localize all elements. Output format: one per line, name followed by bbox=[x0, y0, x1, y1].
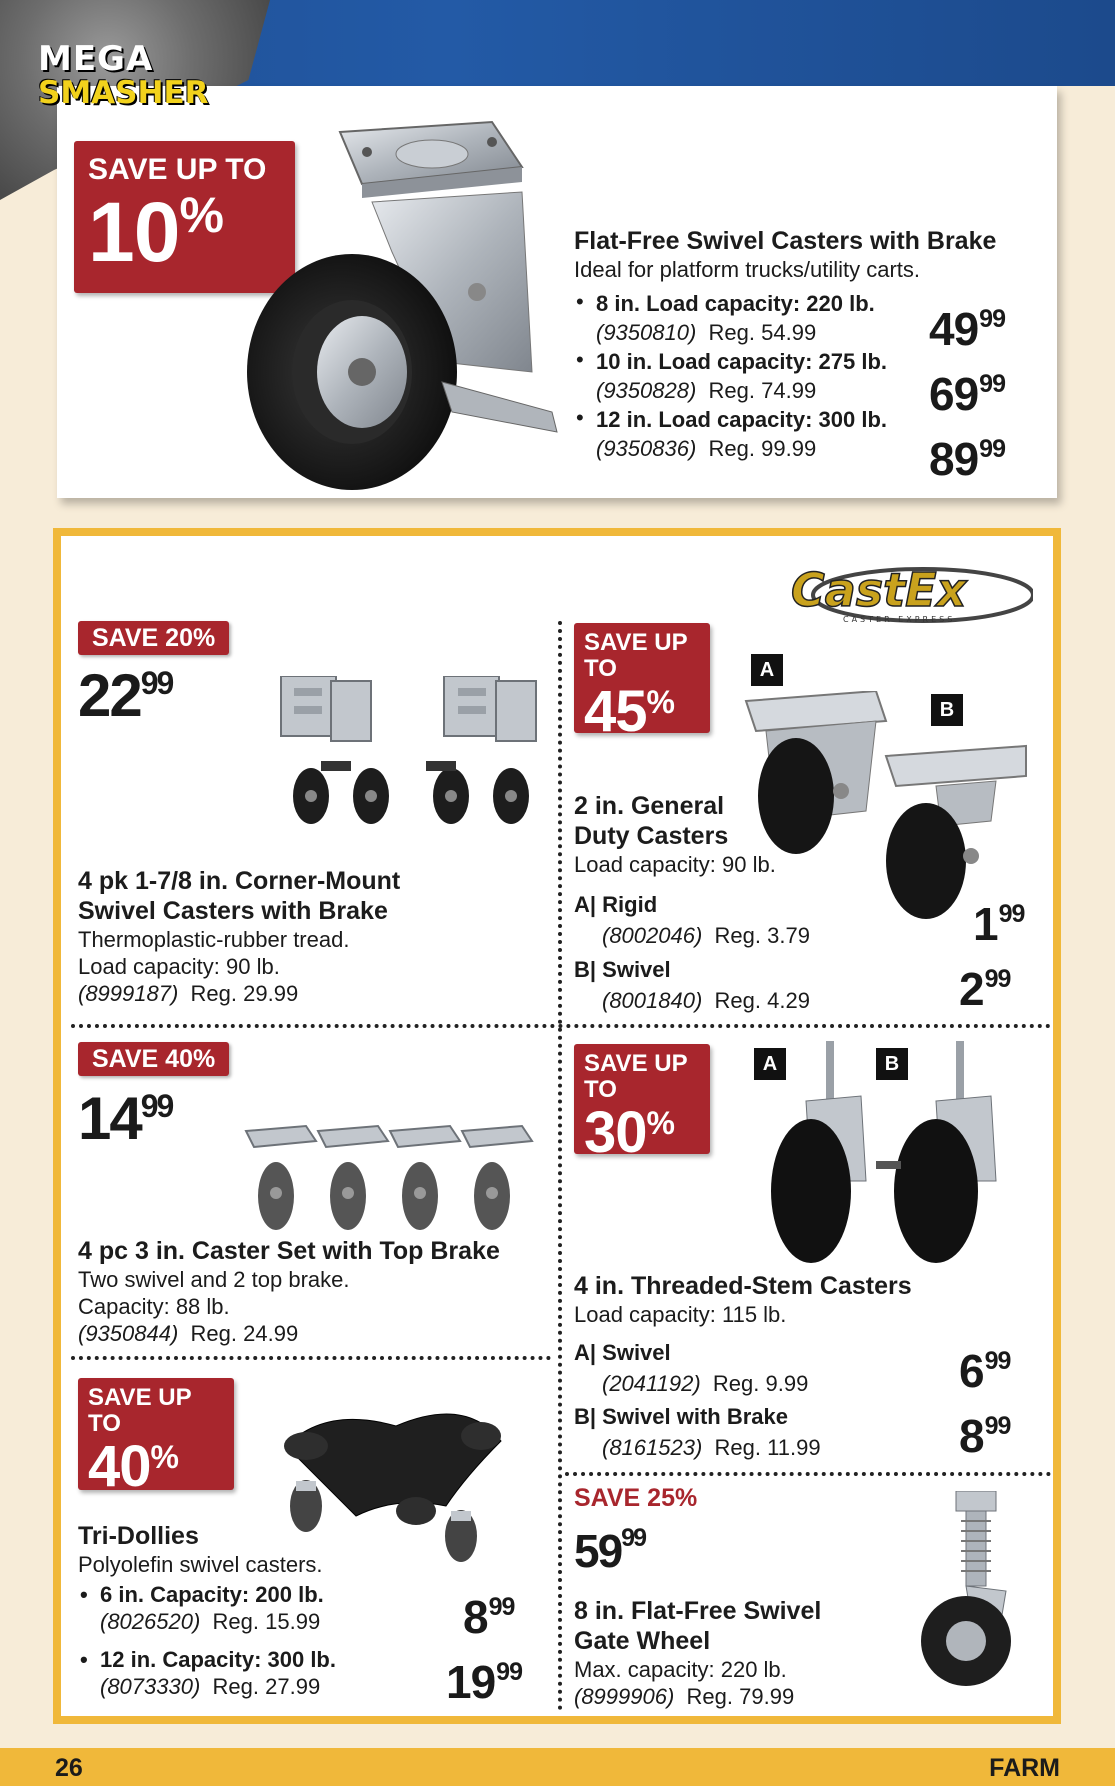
p4-save-badge: SAVE UP TO 30% bbox=[574, 1044, 710, 1154]
hero-badge-label: SAVE UP TO bbox=[88, 153, 267, 186]
p4-threaded-caster-image bbox=[766, 1041, 1026, 1271]
p1-price: $22^{99}$ bbox=[78, 662, 173, 729]
p2-price-a: $1^{99}$ bbox=[973, 898, 1025, 950]
p2-title-line1: 2 in. General bbox=[574, 792, 725, 820]
hero-badge-percent: 10% bbox=[88, 185, 223, 279]
p4-title: 4 in. Threaded-Stem Casters bbox=[574, 1272, 912, 1300]
p3-code: (9350844) bbox=[78, 1321, 179, 1346]
hero-price-8in: $49^{99}$ bbox=[929, 303, 1005, 355]
p6-price: $59^{99}$ bbox=[574, 1524, 645, 1577]
logo-mega-text: MEGA bbox=[38, 39, 154, 79]
p4-desc: Load capacity: 115 lb. bbox=[574, 1302, 787, 1327]
hero-title: Flat-Free Swivel Casters with Brake bbox=[574, 227, 997, 255]
p2-option-a: A| Rigid (8002046) Reg. 3.79 bbox=[574, 892, 810, 948]
p6-title-line2: Gate Wheel bbox=[574, 1627, 711, 1655]
p1-desc-line1: Thermoplastic-rubber tread. bbox=[78, 927, 350, 952]
p1-details bbox=[78, 866, 548, 1007]
p1-code: (8999187) bbox=[78, 981, 179, 1006]
p5-desc: Polyolefin swivel casters. bbox=[78, 1552, 323, 1577]
p3-desc-line2: Capacity: 88 lb. bbox=[78, 1294, 230, 1319]
p6-code: (8999906) bbox=[574, 1684, 675, 1709]
p2-price-b: $2^{99}$ bbox=[959, 963, 1011, 1015]
p2-option-b: B| Swivel (8001840) Reg. 4.29 bbox=[574, 957, 810, 1013]
p5-option-12in: • 12 in. Capacity: 300 lb. (8073330) Reg. 27.99 bbox=[80, 1647, 336, 1699]
page-footer bbox=[0, 1748, 1115, 1786]
p6-details bbox=[574, 1596, 904, 1710]
svg-text:CastEx: CastEx bbox=[791, 563, 967, 617]
hero-product-card bbox=[57, 86, 1057, 498]
p5-price-6in: $8^{99}$ bbox=[463, 1591, 515, 1643]
castex-logo bbox=[783, 560, 1033, 630]
p3-title: 4 pc 3 in. Caster Set with Top Brake bbox=[78, 1237, 500, 1265]
hero-option-12in: • 12 in. Load capacity: 300 lb. (9350836) Reg. 99.99 bbox=[574, 405, 1044, 463]
p6-desc: Max. capacity: 220 lb. bbox=[574, 1657, 787, 1682]
p2-save-badge: SAVE UP TO 45% bbox=[574, 623, 710, 733]
page-number: 26 bbox=[55, 1754, 83, 1782]
p1-desc-line2: Load capacity: 90 lb. bbox=[78, 954, 280, 979]
p1-title-line2: Swivel Casters with Brake bbox=[78, 897, 388, 925]
p2-title-line2: Duty Casters bbox=[574, 822, 729, 850]
p5-title: Tri-Dollies bbox=[78, 1522, 199, 1550]
p5-save-badge: SAVE UP TO 40% bbox=[78, 1378, 234, 1490]
p4-price-b: $8^{99}$ bbox=[959, 1410, 1011, 1462]
p2-label-b: B bbox=[931, 694, 963, 726]
p5-details bbox=[78, 1521, 548, 1578]
section-label: FARM bbox=[989, 1754, 1060, 1782]
p3-caster-set-image bbox=[236, 1121, 546, 1236]
p6-title-line1: 8 in. Flat-Free Swivel bbox=[574, 1597, 822, 1625]
p3-save-badge: SAVE 40% bbox=[78, 1042, 229, 1076]
row-divider-right-2 bbox=[565, 1472, 1051, 1476]
hero-price-12in: $89^{99}$ bbox=[929, 433, 1005, 485]
p4-price-a: $6^{99}$ bbox=[959, 1345, 1011, 1397]
p2-desc: Load capacity: 90 lb. bbox=[574, 852, 776, 877]
hero-option-10in: • 10 in. Load capacity: 275 lb. (9350828) Reg. 74.99 bbox=[574, 347, 1044, 405]
p3-desc-line1: Two swivel and 2 top brake. bbox=[78, 1267, 350, 1292]
p2-details bbox=[574, 791, 834, 878]
column-divider bbox=[558, 621, 562, 1711]
hero-description: Ideal for platform trucks/utility carts. bbox=[574, 257, 920, 282]
p4-details bbox=[574, 1271, 1054, 1328]
mega-smasher-logo bbox=[38, 39, 209, 111]
p4-label-a: A bbox=[754, 1048, 786, 1080]
p4-label-b: B bbox=[876, 1048, 908, 1080]
row-divider-left-2 bbox=[71, 1356, 551, 1360]
p4-option-a: A| Swivel (2041192) Reg. 9.99 bbox=[574, 1340, 809, 1396]
p4-option-b: B| Swivel with Brake (8161523) Reg. 11.99 bbox=[574, 1404, 821, 1460]
hero-option-8in: • 8 in. Load capacity: 220 lb. (9350810) Reg. 54.99 bbox=[574, 289, 1044, 347]
product-grid-panel bbox=[53, 528, 1061, 1724]
p6-reg-price: Reg. 79.99 bbox=[686, 1684, 795, 1709]
p2-label-a: A bbox=[751, 654, 783, 686]
p3-details bbox=[78, 1236, 548, 1347]
p6-save-label: SAVE 25% bbox=[574, 1484, 698, 1512]
p6-gate-wheel-image bbox=[911, 1491, 1041, 1691]
hero-price-10in: $69^{99}$ bbox=[929, 368, 1005, 420]
p5-price-12in: $19^{99}$ bbox=[446, 1656, 522, 1708]
p1-save-badge: SAVE 20% bbox=[78, 621, 229, 655]
p3-price: $14^{99}$ bbox=[78, 1085, 173, 1152]
p5-option-6in: • 6 in. Capacity: 200 lb. (8026520) Reg. 15.99 bbox=[80, 1582, 324, 1634]
p3-reg-price: Reg. 24.99 bbox=[190, 1321, 299, 1346]
p1-reg-price: Reg. 29.99 bbox=[190, 981, 299, 1006]
svg-text:CASTER EXPRESS: CASTER EXPRESS bbox=[843, 615, 956, 624]
logo-smasher-text: SMASHER bbox=[38, 75, 209, 111]
swivel-caster-image bbox=[222, 112, 592, 492]
p1-title-line1: 4 pk 1-7/8 in. Corner-Mount bbox=[78, 867, 401, 895]
p1-corner-caster-image bbox=[276, 676, 546, 826]
row-divider-1 bbox=[71, 1024, 1051, 1028]
